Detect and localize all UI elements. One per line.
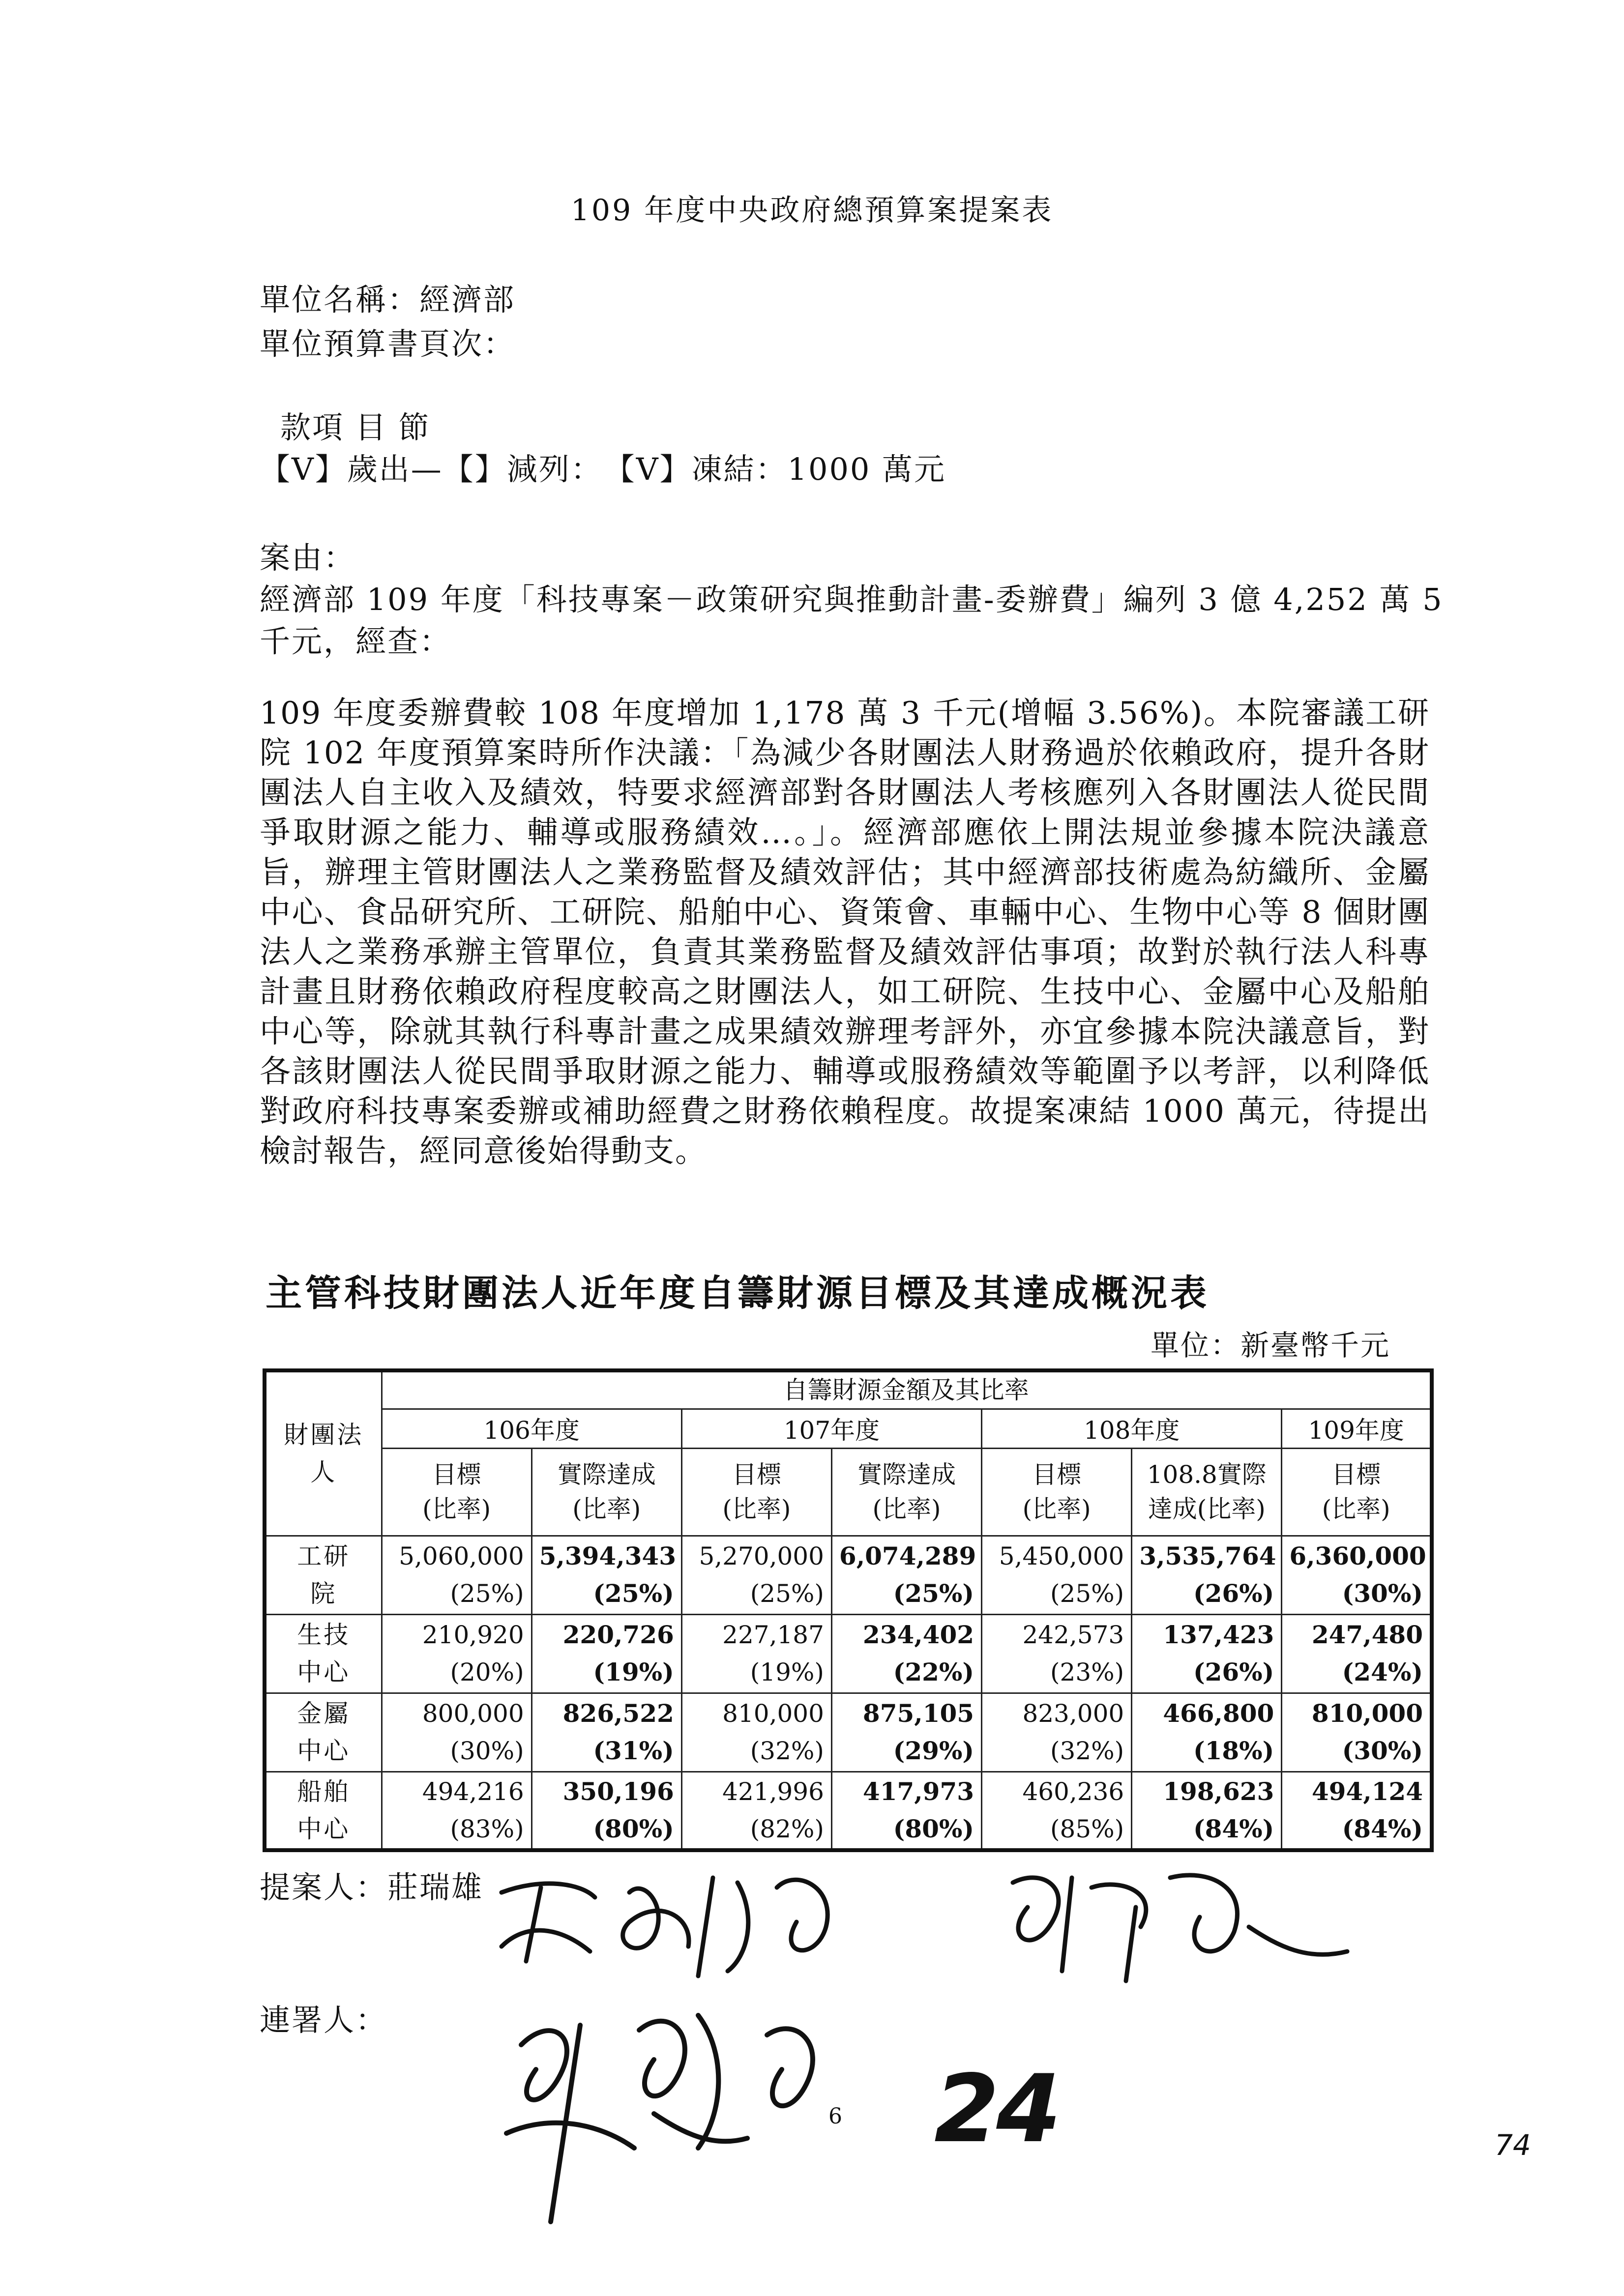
cosigner-label: 連署人：: [260, 2002, 388, 2038]
ratio-value: (30%): [1342, 1579, 1423, 1608]
amount-value: 3,535,764: [1139, 1541, 1276, 1570]
amount-value: 466,800: [1163, 1699, 1274, 1728]
org-name: [265, 1693, 382, 1772]
unit-name: 單位名稱：經濟部: [260, 282, 516, 318]
table-heading: 主管科技財團法人近年度自籌財源目標及其達成概況表: [266, 1272, 1210, 1314]
ratio-value: (24%): [1342, 1657, 1423, 1686]
table-row: [265, 1614, 1432, 1693]
value-cell: [1282, 1536, 1432, 1614]
amount-value: 494,216: [422, 1777, 524, 1806]
funding-table: [263, 1368, 1434, 1852]
ratio-value: (25%): [1050, 1579, 1124, 1608]
subheader-text: 達成(比率): [1148, 1495, 1266, 1523]
value-cell: [1132, 1536, 1282, 1614]
ratio-value: (26%): [1193, 1657, 1274, 1686]
value-cell: [531, 1536, 681, 1614]
ratio-value: (32%): [1050, 1737, 1124, 1765]
value-cell: [1132, 1693, 1282, 1772]
subheader-text: (比率): [722, 1495, 791, 1523]
ratio-value: (23%): [1050, 1658, 1124, 1686]
ratio-value: (25%): [593, 1579, 674, 1608]
year-header: 106年度: [382, 1409, 681, 1448]
amount-value: 460,236: [1022, 1777, 1124, 1806]
org-header: 財團法人: [265, 1370, 382, 1536]
year-header: 108年度: [982, 1409, 1282, 1448]
subheader-text: (比率): [872, 1495, 941, 1523]
column-subheader: [382, 1448, 531, 1536]
value-cell: [1282, 1693, 1432, 1772]
ratio-value: (30%): [450, 1737, 524, 1765]
document-title: 109 年度中央政府總預算案提案表: [570, 193, 1054, 228]
ratio-value: (22%): [893, 1657, 974, 1686]
column-subheader: [982, 1448, 1132, 1536]
value-cell: [1282, 1772, 1432, 1850]
value-cell: [831, 1693, 981, 1772]
amount-value: 417,973: [862, 1776, 974, 1806]
ratio-value: (19%): [593, 1657, 674, 1686]
year-header: 109年度: [1282, 1409, 1432, 1448]
page-number: 6: [828, 2104, 842, 2129]
signature-1: [482, 1848, 1367, 1996]
org-name-line: 院: [310, 1579, 337, 1608]
value-cell: [982, 1614, 1132, 1693]
amount-value: 350,196: [562, 1776, 674, 1806]
value-cell: [831, 1536, 981, 1614]
year-header: 107年度: [681, 1409, 981, 1448]
value-cell: [681, 1614, 831, 1693]
value-cell: [382, 1614, 531, 1693]
amount-value: 494,124: [1311, 1776, 1423, 1806]
amount-value: 242,573: [1022, 1621, 1124, 1649]
amount-value: 227,187: [722, 1621, 824, 1649]
value-cell: [982, 1693, 1132, 1772]
reason-line-1: 經濟部 109 年度「科技專案－政策研究與推動計畫-委辦費」編列 3 億 4,252 萬 5: [260, 581, 1444, 617]
amount-value: 210,920: [422, 1621, 524, 1649]
amount-value: 5,060,000: [399, 1542, 524, 1570]
amount-value: 234,402: [862, 1620, 974, 1649]
ratio-value: (84%): [1193, 1814, 1274, 1843]
amount-value: 810,000: [722, 1699, 824, 1728]
org-name-line: 生技: [297, 1621, 351, 1649]
group-header: 自籌財源金額及其比率: [382, 1370, 1432, 1409]
reason-label: 案由：: [260, 540, 356, 576]
column-subheader: [681, 1448, 831, 1536]
ratio-value: (83%): [450, 1814, 524, 1843]
ratio-value: (20%): [450, 1658, 524, 1686]
subheader-text: 目標: [732, 1460, 781, 1489]
column-subheader: [831, 1448, 981, 1536]
corner-number: 74: [1495, 2128, 1531, 2162]
org-name: [265, 1614, 382, 1693]
amount-value: 198,623: [1163, 1776, 1274, 1806]
value-cell: [531, 1693, 681, 1772]
amount-value: 823,000: [1022, 1699, 1124, 1728]
ratio-value: (25%): [750, 1579, 824, 1608]
value-cell: [382, 1772, 531, 1850]
subheader-text: 實際達成: [557, 1460, 656, 1489]
amount-value: 220,726: [562, 1620, 674, 1649]
ratio-value: (85%): [1050, 1814, 1124, 1843]
proposer-label: 提案人：莊瑞雄: [260, 1869, 484, 1905]
budget-page-label: 單位預算書頁次：: [260, 326, 516, 362]
ratio-value: (25%): [450, 1579, 524, 1608]
table-row: [265, 1772, 1432, 1850]
ratio-value: (18%): [1193, 1736, 1274, 1765]
ratio-value: (30%): [1342, 1736, 1423, 1765]
org-name: [265, 1536, 382, 1614]
org-name-line: 金屬: [297, 1699, 351, 1728]
ratio-value: (80%): [893, 1814, 974, 1843]
subheader-text: 108.8實際: [1147, 1460, 1267, 1489]
value-cell: [1132, 1772, 1282, 1850]
amount-value: 5,394,343: [539, 1541, 676, 1570]
table-unit: 單位：新臺幣千元: [1151, 1329, 1391, 1362]
subheader-text: (比率): [422, 1495, 491, 1523]
value-cell: [681, 1772, 831, 1850]
table-row: [265, 1693, 1432, 1772]
amount-value: 800,000: [422, 1699, 524, 1728]
reason-paragraph: 109 年度委辦費較 108 年度增加 1,178 萬 3 千元(增幅 3.56%)。本院審議工研院 102 年度預算案時所作決議：「為減少各財團法人財務過於依賴政府，提升各財團法人自主收入及績效，特要求經濟部對各財團法人考核應列入各財團法人從民間爭取財源之能力、輔導或服務績效…。」。經濟部應依上開法規並參據本院決議意旨，辦理主管財團法人之業務監督及績效評估；其中經濟部技術處為紡織所、金屬中心、食品研究所、工研院、船舶中心、資策會、車輛中心、生物中心等 8 個財團法人之業務承辦主管單位，負責其業務監督及績效評估事項；故對於執行法人科專計畫且財務依賴政府程度較高之財團法人，如工研院、生技中心、金屬中心及船舶中心等，除就其執行科專計畫之成果績效辦理考評外，亦宜參據本院決議意旨，對各該財團法人從民間爭取財源之能力、輔導或服務績效等範圍予以考評，以利降低對政府科技專案委辦或補助經費之財務依賴程度。故提案凍結 1000 萬元，待提出檢討報告，經同意後始得動支。: [260, 695, 1430, 1169]
value-cell: [382, 1536, 531, 1614]
value-cell: [831, 1614, 981, 1693]
value-cell: [982, 1772, 1132, 1850]
amount-value: 810,000: [1311, 1699, 1423, 1728]
column-subheader: [1132, 1448, 1282, 1536]
item-line: 款項 目 節: [280, 409, 431, 445]
value-cell: [681, 1536, 831, 1614]
value-cell: [1282, 1614, 1432, 1693]
column-subheader: [1282, 1448, 1432, 1536]
org-name-line: 船舶: [297, 1777, 351, 1806]
amount-value: 6,074,289: [839, 1541, 976, 1570]
ratio-value: (82%): [750, 1814, 824, 1843]
amount-value: 826,522: [562, 1699, 674, 1728]
ratio-value: (84%): [1342, 1814, 1423, 1843]
ratio-value: (80%): [593, 1814, 674, 1843]
org-name-line: 中心: [297, 1814, 351, 1843]
value-cell: [982, 1536, 1132, 1614]
value-cell: [681, 1693, 831, 1772]
subheader-text: 實際達成: [857, 1460, 956, 1489]
org-name: [265, 1772, 382, 1850]
ratio-value: (32%): [750, 1737, 824, 1765]
action-line: 【V】歲出—【】減列： 【V】凍結：1000 萬元: [260, 451, 946, 487]
ratio-value: (26%): [1193, 1579, 1274, 1608]
amount-value: 6,360,000: [1289, 1541, 1426, 1570]
amount-value: 875,105: [862, 1699, 974, 1728]
subheader-text: (比率): [1322, 1495, 1390, 1523]
ratio-value: (29%): [893, 1736, 974, 1765]
amount-value: 137,423: [1163, 1620, 1274, 1649]
ratio-value: (31%): [593, 1736, 674, 1765]
reason-line-2: 千元，經查：: [260, 623, 452, 659]
table-row: [265, 1536, 1432, 1614]
subheader-text: (比率): [572, 1495, 641, 1523]
amount-value: 5,450,000: [999, 1542, 1124, 1570]
subheader-text: (比率): [1022, 1495, 1091, 1523]
amount-value: 5,270,000: [699, 1542, 824, 1570]
org-name-line: 工研: [297, 1542, 351, 1570]
value-cell: [382, 1693, 531, 1772]
amount-value: 247,480: [1311, 1620, 1423, 1649]
value-cell: [531, 1772, 681, 1850]
org-name-line: 中心: [297, 1737, 351, 1765]
subheader-text: 目標: [1032, 1460, 1082, 1489]
amount-value: 421,996: [722, 1777, 824, 1806]
column-subheader: [531, 1448, 681, 1536]
ratio-value: (19%): [750, 1658, 824, 1686]
subheader-text: 目標: [432, 1460, 481, 1489]
org-name-line: 中心: [297, 1658, 351, 1686]
value-cell: [1132, 1614, 1282, 1693]
handwritten-number: 24: [934, 2055, 1059, 2163]
subheader-text: 目標: [1331, 1460, 1381, 1489]
value-cell: [531, 1614, 681, 1693]
value-cell: [831, 1772, 981, 1850]
ratio-value: (25%): [893, 1579, 974, 1608]
